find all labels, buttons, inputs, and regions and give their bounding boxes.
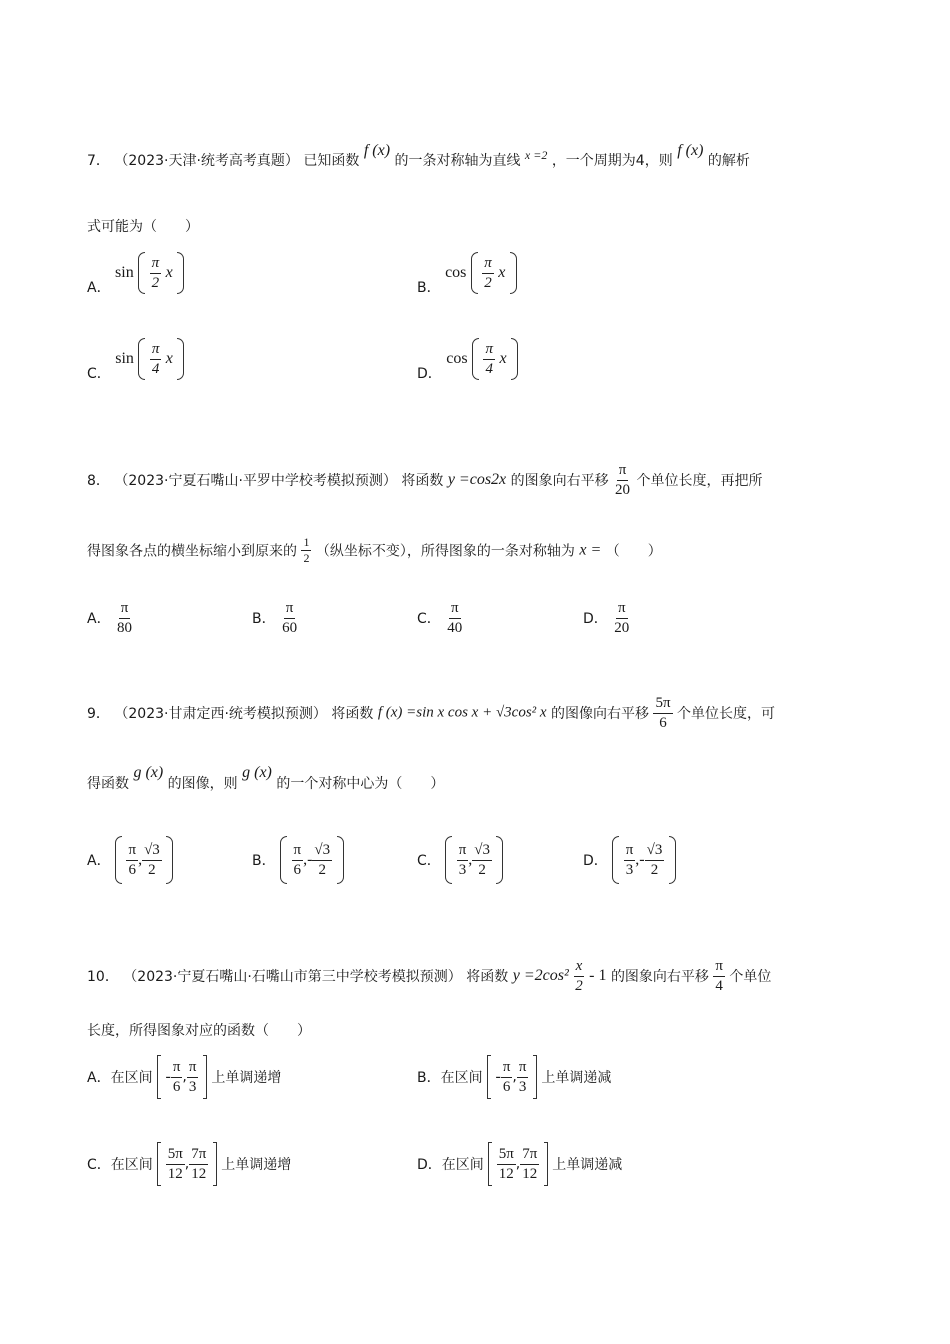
option-b[interactable]: [252, 836, 344, 884]
question-text: 的图像，则: [167, 776, 238, 792]
frac-den: 3: [188, 1078, 197, 1095]
option-c[interactable]: C．在区间 $\frac{5\pi}{12}$ , $\frac{7\pi}{12}$ 上单调递增: [87, 1142, 291, 1186]
math-x-eq: x =: [579, 541, 602, 559]
question-number: 7．: [87, 153, 110, 169]
frac-den: 2: [151, 274, 160, 291]
option-a[interactable]: [87, 836, 173, 884]
option-label: D．: [417, 1157, 442, 1173]
option-d[interactable]: [583, 836, 676, 884]
math-fx: f (x): [677, 142, 704, 159]
frac-num: π: [171, 1059, 183, 1078]
frac-den: 6: [128, 861, 137, 878]
question-10-line-1: [87, 958, 771, 994]
question-text: 的图象向右平移: [610, 969, 709, 985]
frac-num: √3: [142, 842, 162, 861]
frac-den: 80: [117, 619, 133, 636]
question-8-line-2: [87, 536, 662, 565]
left-paren: [445, 836, 452, 884]
question-number: 10．: [87, 969, 119, 985]
math-var: x: [498, 264, 506, 281]
sign: ,: [468, 851, 473, 868]
math-expr: f (x) =sin x cos x + √3cos² x: [377, 704, 547, 721]
question-source: （2023·甘肃定西·统考模拟预测）: [114, 706, 327, 722]
question-text: ，一个周期为4，则: [551, 153, 673, 169]
frac-num: 7π: [189, 1146, 208, 1165]
frac-num: π: [483, 341, 495, 360]
right-paren: [177, 338, 184, 380]
frac-num: π: [187, 1059, 199, 1078]
right-bracket: [213, 1142, 217, 1186]
option-label: C．: [87, 1157, 111, 1173]
frac-num: π: [517, 1059, 529, 1078]
right-bracket: [203, 1055, 207, 1099]
option-label: A．: [87, 1070, 111, 1086]
frac-num: 5π: [497, 1146, 516, 1165]
math-fn: cos: [445, 264, 467, 281]
question-10-line-2: 长度，所得图象对应的函数（ ）: [87, 1023, 311, 1039]
frac-num: π: [501, 1059, 513, 1078]
question-text: 的图像向右平移: [551, 706, 650, 722]
math-x-eq: x =2: [524, 147, 548, 162]
math-expr: y =cos2x: [447, 471, 507, 488]
option-a[interactable]: A．在区间 - $\frac{\pi}{6}$ , $\frac{\pi}{3}$ 上单调递增: [87, 1055, 281, 1099]
frac-num: √3: [472, 842, 492, 861]
option-label: B．: [252, 853, 276, 869]
left-paren: [280, 836, 287, 884]
frac-den: 2: [575, 977, 583, 994]
frac-num: π: [617, 462, 629, 481]
question-8-line-1: [87, 462, 763, 498]
sign: ,-: [635, 851, 645, 868]
right-bracket: [533, 1055, 537, 1099]
math-expr: y =2cos²: [512, 967, 569, 984]
option-c[interactable]: [87, 338, 184, 380]
left-paren: [138, 252, 145, 294]
math-fx: f (x): [363, 142, 391, 159]
question-source: （2023·天津·统考高考真题）: [114, 153, 299, 169]
question-text: 将函数: [331, 706, 374, 722]
question-text: 将函数: [401, 473, 444, 489]
frac-num: π: [126, 842, 138, 861]
math-gx: g (x): [242, 764, 272, 781]
left-paren: [138, 338, 145, 380]
frac-den: 40: [447, 619, 463, 636]
option-text: 在区间: [440, 1070, 483, 1086]
question-text: 的一个对称中心为（ ）: [276, 776, 445, 792]
frac-den: 2: [303, 551, 310, 566]
frac-num: 5π: [166, 1146, 185, 1165]
option-label: C．: [417, 611, 441, 627]
frac-num: π: [119, 600, 131, 619]
question-text: （ ）: [605, 543, 662, 560]
left-paren: [115, 836, 122, 884]
left-paren: [472, 338, 479, 380]
option-d[interactable]: [417, 338, 518, 380]
option-text: 在区间: [110, 1070, 153, 1086]
left-bracket: [157, 1142, 161, 1186]
option-text: 上单调递减: [541, 1070, 612, 1086]
question-number: 9．: [87, 706, 110, 722]
frac-den: 6: [172, 1078, 181, 1095]
frac-num: π: [292, 842, 304, 861]
frac-den: 3: [458, 861, 467, 878]
left-bracket: [488, 1142, 492, 1186]
frac-den: 3: [625, 861, 634, 878]
frac-num: 5π: [653, 695, 672, 714]
frac-num: π: [616, 600, 628, 619]
option-c[interactable]: [417, 600, 464, 636]
question-7-line-1: [87, 142, 750, 170]
frac-num: π: [713, 958, 725, 977]
question-7-line-2: 式可能为（ ）: [87, 219, 199, 235]
math-var: x: [499, 350, 507, 367]
math-fn: cos: [446, 350, 468, 367]
sign: ,: [138, 851, 143, 868]
frac-num: π: [457, 842, 469, 861]
option-a[interactable]: [87, 600, 134, 636]
option-text: 上单调递增: [221, 1157, 292, 1173]
question-text: 个单位: [729, 969, 772, 985]
question-text: 的解析: [707, 153, 750, 169]
question-text: 将函数: [466, 969, 509, 985]
frac-den: 4: [151, 360, 160, 377]
frac-den: 12: [522, 1165, 538, 1182]
option-text: 在区间: [110, 1157, 153, 1173]
question-9-line-1: [87, 695, 775, 731]
frac-num: π: [150, 255, 162, 274]
option-b[interactable]: [252, 600, 299, 636]
right-paren: [166, 836, 173, 884]
frac-den: 6: [293, 861, 302, 878]
right-bracket: [544, 1142, 548, 1186]
frac-den: 12: [167, 1165, 183, 1182]
frac-den: 60: [282, 619, 298, 636]
option-text: 上单调递增: [211, 1070, 282, 1086]
sign: -: [165, 1068, 171, 1085]
frac-den: 12: [191, 1165, 207, 1182]
question-text: 个单位长度，再把所: [636, 473, 763, 489]
option-b[interactable]: B．在区间 - $\frac{\pi}{6}$ , $\frac{\pi}{3}$ 上单调递减: [417, 1055, 611, 1099]
sign: -: [495, 1068, 501, 1085]
right-paren: [510, 252, 517, 294]
right-paren: [177, 252, 184, 294]
frac-den: 20: [615, 481, 631, 498]
option-label: A．: [87, 853, 111, 869]
frac-num: π: [150, 341, 162, 360]
math-var: x: [165, 350, 173, 367]
frac-den: 4: [485, 360, 493, 377]
option-label: D．: [583, 611, 608, 627]
frac-den: 6: [659, 714, 667, 731]
frac-den: 20: [614, 619, 630, 636]
frac-num: 1: [301, 536, 311, 551]
option-d[interactable]: D．在区间 $\frac{5\pi}{12}$ , $\frac{7\pi}{12}$ 上单调递减: [417, 1142, 622, 1186]
frac-den: 2: [148, 861, 156, 878]
frac-den: 2: [318, 861, 327, 878]
frac-num: x: [574, 958, 585, 977]
math-expr: - 1: [589, 967, 607, 984]
option-label: D．: [417, 366, 442, 382]
question-text: 得函数: [87, 776, 129, 792]
math-fn: sin: [115, 350, 134, 367]
option-label: C．: [87, 366, 111, 382]
option-label: B．: [252, 611, 276, 627]
frac-den: 3: [518, 1078, 527, 1095]
option-label: B．: [417, 280, 441, 296]
frac-num: √3: [312, 842, 332, 861]
option-b[interactable]: [417, 252, 517, 294]
option-label: C．: [417, 853, 441, 869]
option-label: D．: [583, 853, 608, 869]
frac-den: 6: [502, 1078, 511, 1095]
frac-den: 12: [498, 1165, 514, 1182]
frac-num: π: [284, 600, 296, 619]
question-text: 的图象向右平移: [510, 473, 609, 489]
frac-den: 2: [478, 861, 486, 878]
left-paren: [612, 836, 619, 884]
question-text: 得图象各点的横坐标缩小到原来的: [87, 543, 297, 560]
question-text: 个单位长度，可: [677, 706, 776, 722]
question-number: 8．: [87, 473, 110, 489]
frac-den: 2: [484, 274, 492, 291]
option-label: A．: [87, 611, 111, 627]
question-source: （2023·宁夏石嘴山·平罗中学校考模拟预测）: [114, 473, 397, 489]
option-label: B．: [417, 1070, 441, 1086]
frac-den: 2: [650, 861, 659, 878]
right-paren: [511, 338, 518, 380]
math-var: x: [165, 264, 173, 281]
option-c[interactable]: [417, 836, 503, 884]
math-fn: sin: [115, 264, 134, 281]
question-text: 的一条对称轴为直线: [394, 153, 521, 169]
question-text: （纵坐标不变），所得图象的一条对称轴为: [315, 543, 575, 560]
left-bracket: [487, 1055, 491, 1099]
question-text: 已知函数: [303, 153, 360, 169]
math-gx: g (x): [133, 764, 164, 781]
option-d[interactable]: [583, 600, 631, 636]
right-paren: [669, 836, 676, 884]
question-source: （2023·宁夏石嘴山·石嘴山市第三中学校考模拟预测）: [123, 969, 462, 985]
frac-num: 7π: [520, 1146, 539, 1165]
frac-num: √3: [645, 842, 665, 861]
option-a[interactable]: [87, 252, 184, 294]
option-text: 在区间: [441, 1157, 484, 1173]
option-text: 上单调递减: [552, 1157, 623, 1173]
frac-num: π: [624, 842, 636, 861]
frac-den: 4: [715, 977, 723, 994]
left-paren: [471, 252, 478, 294]
sign: ,-: [303, 851, 313, 868]
frac-num: π: [482, 255, 494, 274]
option-label: A．: [87, 280, 111, 296]
right-paren: [337, 836, 344, 884]
question-9-line-2: [87, 764, 445, 793]
frac-num: π: [449, 600, 461, 619]
right-paren: [496, 836, 503, 884]
left-bracket: [157, 1055, 161, 1099]
